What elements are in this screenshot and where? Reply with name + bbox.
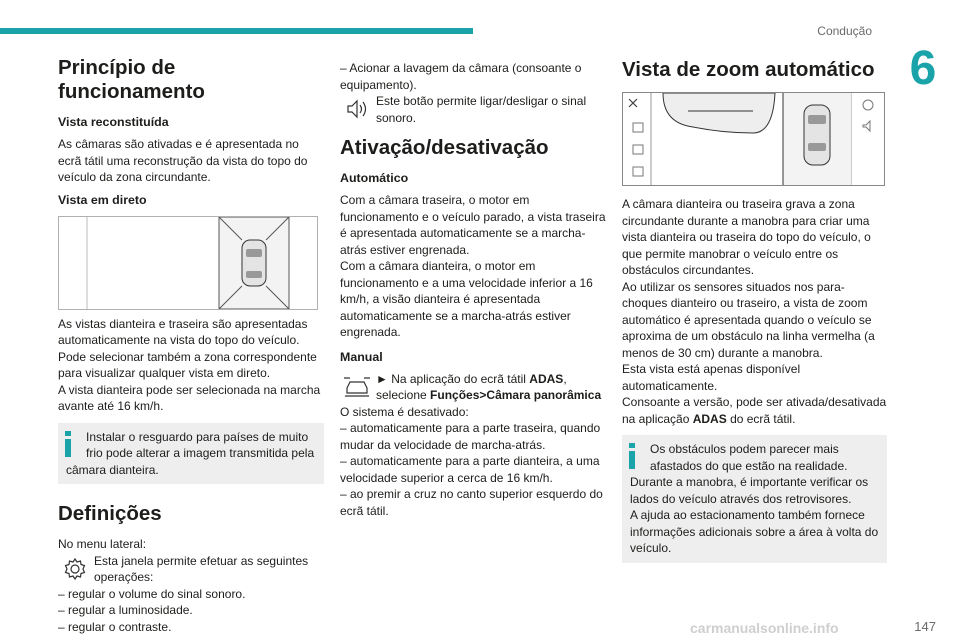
settings-icon-text: Esta janela permite efetuar as seguintes operações: <box>94 553 309 584</box>
info-icon <box>628 443 636 469</box>
note-obstacles-text-1: Os obstáculos podem parecer mais afastados do que estão na realidade. <box>650 442 848 473</box>
subheading-auto: Automático <box>340 171 409 185</box>
watermark: carmanualsonline.info <box>690 620 839 636</box>
note-cold-text-2: câmara dianteira. <box>66 462 159 477</box>
version-prefix: Consoante a versão, pode ser ativada/desativada na aplicação <box>622 395 887 426</box>
car-camera-icon <box>340 371 374 403</box>
note-obstacles-text-2: Durante a manobra, é importante verificar os lados do veículo através dos retrovisores. A ajuda ao estacionamento também fornece informações adicionais sobre a área à volta do veículo. <box>630 475 879 555</box>
zoom-text: A câmara dianteira ou traseira grava a zona circundante durante a manobra para criar uma vista dianteira ou traseira do topo do veículo, o que permite manobrar o veículo entre os obstáculos circundantes. Ao utilizar os sensores situados nos para-choques dianteiro ou traseiro, a vista de zoom automático é apresentada quando o veículo se aproxima de um obstáculo na linha vermelha (a menos de 30 cm) durante a manobra. Esta vista está apenas disponível automaticamente. <box>622 197 875 393</box>
heading-principle: Princípio de funcionamento <box>58 56 205 103</box>
info-icon <box>64 431 72 457</box>
deactivated-item-front: – automaticamente para a parte dianteira, a uma velocidade superior a cerca de 16 km/h. <box>340 454 600 485</box>
zoom-view-image <box>622 92 885 186</box>
heading-zoom: Vista de zoom automático <box>622 58 875 81</box>
live-view-image <box>58 216 318 310</box>
chapter-number: 6 <box>909 42 937 95</box>
header-accent-bar <box>0 28 473 34</box>
subheading-manual: Manual <box>340 349 383 364</box>
subheading-reconstructed: Vista reconstituída <box>58 115 169 129</box>
page-number: 147 <box>914 619 936 634</box>
column-1 <box>58 50 324 635</box>
column-3 <box>622 50 887 563</box>
manual-icon-row <box>340 371 606 404</box>
settings-item-brightness: – regular a luminosidade. <box>58 603 193 617</box>
manual-text <box>376 371 606 404</box>
info-note-cold <box>58 423 324 485</box>
version-adas: ADAS <box>692 411 727 426</box>
manual-prefix: ► Na aplicação do ecrã tátil <box>376 371 530 386</box>
deactivated-item-cross: – ao premir a cruz no canto superior esquerdo do ecrã tátil. <box>340 487 603 518</box>
settings-icon-row <box>58 553 324 586</box>
manual-menu: Funções>Câmara panorâmica <box>430 388 602 402</box>
note-cold-text-1: Instalar o resguardo para países de muito frio pode alterar a imagem transmitida pela <box>86 429 315 460</box>
settings-item-contrast: – regular o contraste. <box>58 619 172 634</box>
deactivated-intro: O sistema é desativado: <box>340 404 469 419</box>
deactivated-item-rear: – automaticamente para a parte traseira, quando mudar da velocidade de marcha-atrás. <box>340 421 601 452</box>
sound-text: Este botão permite ligar/desligar o sinal sonoro. <box>376 94 587 125</box>
subheading-direct: Vista em direto <box>58 192 147 207</box>
manual-mid: , selecione <box>376 371 567 402</box>
auto-text: Com a câmara traseira, o motor em funcionamento e o veículo parado, a vista traseira é apresentada automaticamente se a marcha-atrás estiver engrenada. Com a câmara dianteira, o motor em funcionamento e a uma velocidade inferior a 16 km/h, a visão dianteira é apresentada automaticamente se a marcha-atrás estiver engrenada. <box>340 193 606 339</box>
version-text <box>622 394 887 427</box>
reconstructed-text: As câmaras são ativadas e é apresentada no ecrã tátil uma reconstrução da vista do topo do veículo da zona circundante. <box>58 137 308 184</box>
heading-activation: Ativação/desativação <box>340 136 549 159</box>
version-suffix: do ecrã tátil. <box>726 411 796 426</box>
settings-item-volume: – regular o volume do sinal sonoro. <box>58 586 246 601</box>
wash-item: – Acionar a lavagem da câmara (consoante o equipamento). <box>340 61 582 92</box>
speaker-icon <box>340 93 374 125</box>
live-view-illustration <box>59 217 317 309</box>
side-menu-text: No menu lateral: <box>58 537 147 551</box>
manual-adas: ADAS <box>529 371 564 386</box>
section-title: Condução <box>817 24 872 38</box>
direct-text: As vistas dianteira e traseira são apresentadas automaticamente na vista do topo do veículo. Pode selecionar também a zona correspondente para visualizar qualquer vista em direto. A vista dianteira pode ser selecionada na marcha avante até 16 km/h. <box>58 316 321 413</box>
sound-icon-row <box>340 93 606 126</box>
info-note-obstacles <box>622 435 887 563</box>
zoom-view-illustration <box>623 93 884 185</box>
column-2 <box>340 50 606 519</box>
heading-settings: Definições <box>58 502 162 525</box>
gear-icon <box>58 553 92 585</box>
